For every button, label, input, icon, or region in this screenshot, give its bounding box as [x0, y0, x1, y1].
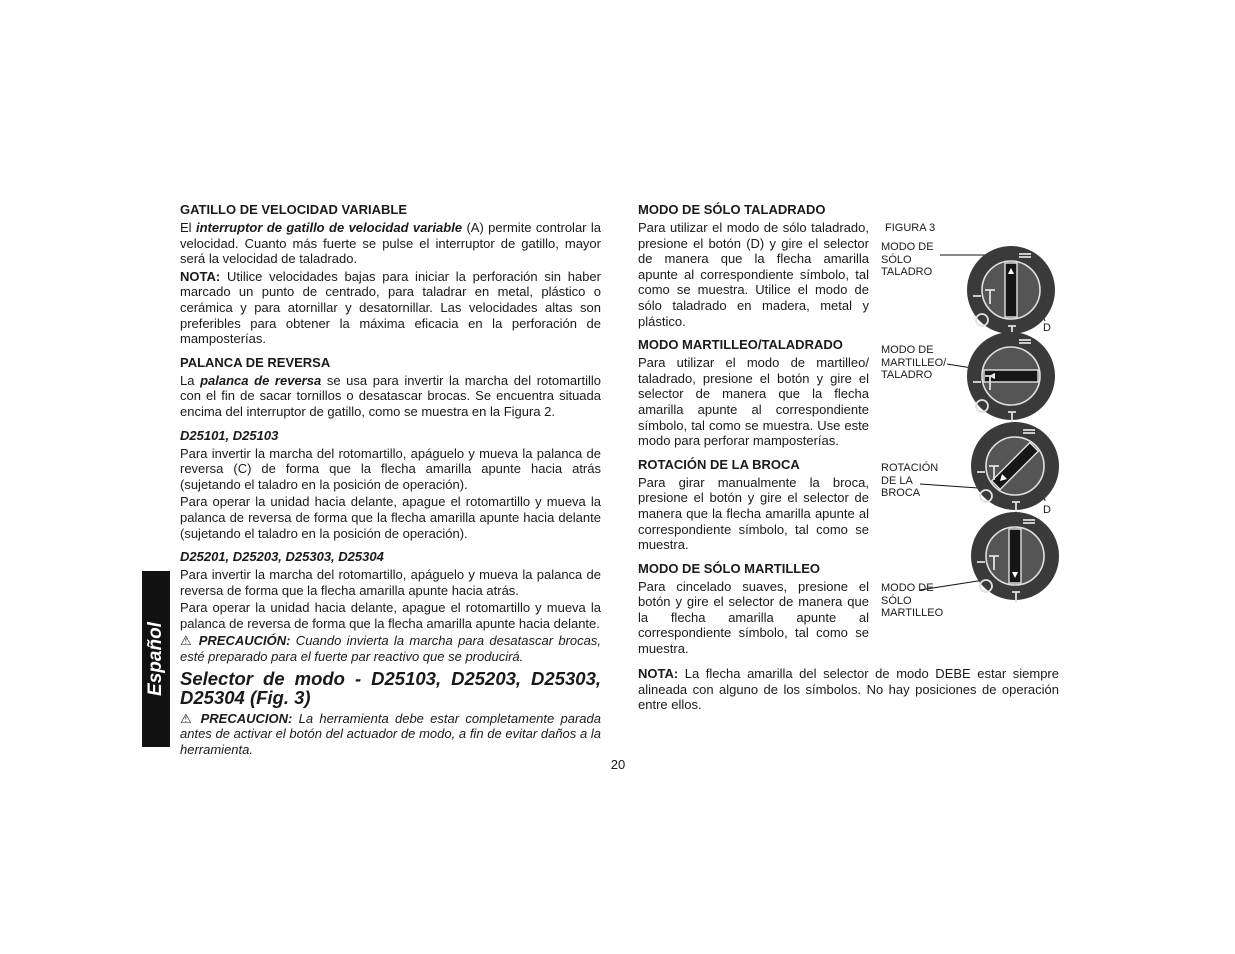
caution-text: Cuando invierta la marcha para desatascar brocas, esté preparado para el fuerte par reactivo que se producirá.: [180, 633, 601, 665]
note-text: La flecha amarilla del selector de modo DEBE estar siempre alineada con alguno de los símbolos. No hay posiciones de operación entre ellos.: [638, 666, 1059, 713]
callout-d-top: D: [1043, 322, 1051, 334]
caution-label: PRECAUCION:: [200, 710, 293, 726]
caution-paragraph: [180, 633, 601, 664]
section-heading: MODO MARTILLEO/TALADRADO: [638, 337, 843, 353]
section-heading: MODO DE SÓLO TALADRADO: [638, 202, 826, 217]
figure-title: FIGURA 3: [885, 222, 936, 234]
section-heading: MODO DE SÓLO MARTILLEO: [638, 560, 820, 576]
note-paragraph: [180, 269, 601, 347]
section-hammer-drill: [638, 337, 869, 449]
note-label: NOTA:: [180, 268, 221, 284]
figure-3: [875, 218, 1065, 628]
label-line: MARTILLEO/: [881, 356, 947, 369]
paragraph: Para invertir la marcha del rotomartillo, apáguelo y mueva la palanca de reversa de forma que la flecha amarilla apunte hacia atrás.: [180, 567, 601, 598]
label-line: TALADRO: [881, 266, 933, 278]
caution-text: La herramienta debe estar completamente parada antes de activar el botón del actuador de modo, a fin de evitar daños a la herramienta.: [180, 710, 601, 757]
label-line: MARTILLEO: [881, 607, 944, 619]
left-column: [180, 202, 601, 757]
section-d25101: [180, 428, 601, 542]
paragraph: Para cincelado suaves, presione el botón y gire el selector de manera que la flecha amarilla apunte al correspondiente símbolo, tal como se muestra.: [638, 578, 869, 657]
emphasis-term: interruptor de gatillo de velocidad variable: [195, 220, 463, 235]
section-hammer-only: [638, 561, 869, 657]
section-drill-only: [638, 202, 869, 329]
paragraph: Para operar la unidad hacia delante, apague el rotomartillo y mueva la palanca de reversa de forma que la flecha amarilla apunte hacia delante.: [180, 600, 601, 631]
label-line: TALADRO: [881, 369, 933, 381]
language-tab: [142, 571, 170, 747]
label-line: SÓLO: [881, 253, 912, 266]
text: se usa para invertir la marcha del rotomartillo con el fin de sacar tornillos o desatascar brocas. Se encuentra situada encima del interruptor de gatillo, como se muestra en la Figura 2.: [180, 372, 602, 419]
language-tab-label: Español: [145, 622, 166, 696]
warning-icon: ⚠: [180, 710, 195, 726]
section-bit-rotation: [638, 457, 869, 553]
caution-label: PRECAUCIÓN:: [198, 633, 291, 649]
paragraph: [180, 373, 601, 420]
text: (A) permite controlar la velocidad. Cuanto más fuerte se pulse el interruptor de gatillo, mayor será la velocidad de taladrado.: [180, 220, 602, 267]
dial-bit-rotation: [971, 422, 1059, 512]
label-line: SÓLO: [881, 594, 912, 607]
label-line: BROCA: [881, 487, 921, 499]
subsection-heading: D25101, D25103: [180, 427, 279, 443]
paragraph: [180, 220, 601, 267]
section-reverse-lever: [180, 355, 601, 420]
section-heading: PALANCA DE REVERSA: [180, 354, 331, 370]
text: La: [180, 372, 201, 388]
paragraph: Para operar la unidad hacia delante, apague el rotomartillo y mueva la palanca de reversa de forma que la flecha amarilla apunte hacia delante (sujetando el taladro en la posición de operación).: [180, 494, 601, 541]
mode-selector-dials: [875, 218, 1065, 628]
dial-hammer-only: [971, 512, 1059, 602]
label-line: DE LA: [881, 474, 913, 487]
note-label: NOTA:: [638, 666, 679, 681]
section-variable-speed-trigger: [180, 202, 601, 347]
section-heading: ROTACIÓN DE LA BROCA: [638, 456, 800, 472]
label-line: MODO DE: [881, 582, 934, 594]
warning-icon: ⚠: [180, 633, 194, 649]
label-line: MODO DE: [881, 344, 934, 356]
mode-selector-note: [638, 666, 1059, 713]
dial-hammer-drill: [967, 332, 1055, 422]
section-mode-selector: [180, 669, 601, 758]
section-heading: GATILLO DE VELOCIDAD VARIABLE: [180, 202, 408, 217]
dial-drill-only: [967, 246, 1055, 336]
callout-d-bottom: D: [1043, 504, 1051, 516]
subsection-heading: D25201, D25203, D25303, D25304: [180, 549, 384, 565]
right-column: [638, 202, 869, 657]
section-d25201: [180, 549, 601, 665]
note-text: Utilice velocidades bajas para iniciar la perforación sin haber marcado un punto de centrado, para taladrar en metal, plástico o cerámica y para atornillar y desatornillar. Las velocidades altas son preferibles para obtener la máxima eficacia en la perforación de mamposterías.: [180, 268, 601, 347]
paragraph: Para invertir la marcha del rotomartillo, apáguelo y mueva la palanca de reversa (C) de forma que la flecha amarilla apunte hacia atrás (sujetando el taladro en la posición de operación).: [180, 445, 601, 492]
paragraph: Para utilizar el modo de sólo taladrado, presione el botón (D) y gire el selector de manera que la flecha amarilla apunte al correspondiente símbolo, tal como se muestra. Utilice el modo de sólo taladrado en madera, metal y plástico.: [638, 220, 869, 329]
text: El: [180, 220, 196, 235]
caution-paragraph: [180, 711, 601, 758]
emphasis-term: palanca de reversa: [200, 372, 322, 388]
section-title: Selector de modo - D25103, D25203, D25303, D25304 (Fig. 3): [180, 667, 601, 708]
label-line: MODO DE: [881, 241, 934, 253]
page-number: 20: [610, 757, 626, 772]
paragraph: Para girar manualmente la broca, presione el botón y gire el selector de manera que la flecha amarilla apunte al correspondiente símbolo, tal como se muestra.: [638, 474, 869, 553]
label-line: ROTACIÓN: [881, 462, 939, 474]
paragraph: Para utilizar el modo de martilleo/ taladrado, presione el botón y gire el selector de manera que la flecha amarilla apunte al correspondiente símbolo, tal como se muestra. Use este modo para perforar mamposterías.: [638, 355, 869, 449]
